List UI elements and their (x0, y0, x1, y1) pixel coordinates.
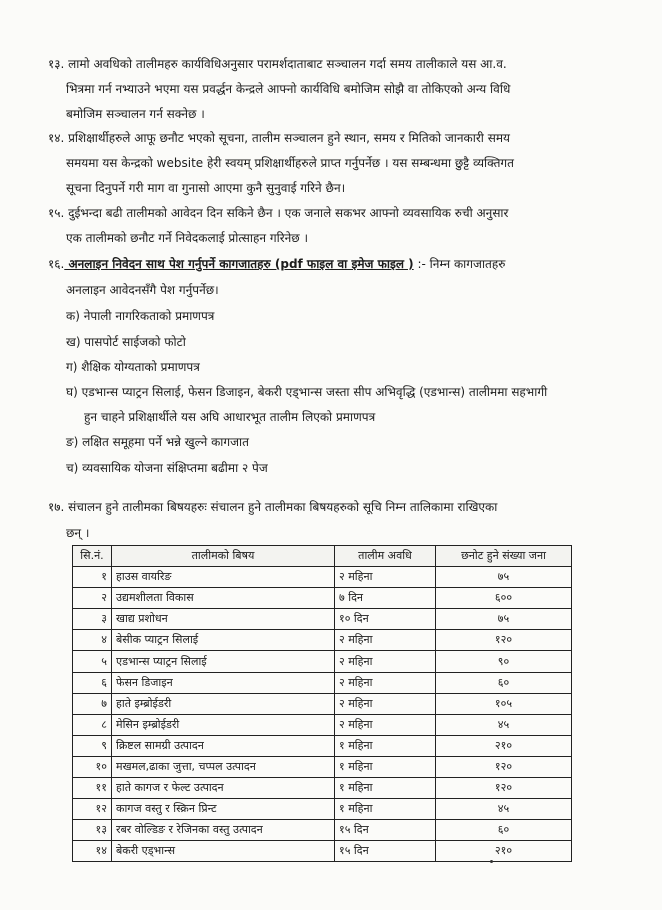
cell-subject: रबर वोल्डिङ र रेजिनका वस्तु उत्पादन (112, 820, 335, 841)
table-row (73, 778, 572, 799)
cell-duration: १० दिन (335, 609, 436, 630)
table-row (73, 651, 572, 672)
cell-sn: १ (73, 567, 112, 588)
para-16-tail: :- निम्न कागजातहरु (413, 257, 506, 271)
cell-count: २१० (436, 841, 572, 862)
cell-subject: बेकरी एड्भान्स (112, 841, 335, 862)
table-row (73, 841, 572, 862)
cell-sn: ७ (73, 693, 112, 714)
cell-count: १०५ (436, 693, 572, 714)
cell-sn: २ (73, 588, 112, 609)
para-13-line-3: बमोजिम सञ्चालन गर्न सक्नेछ । (66, 107, 205, 121)
doc-item-cha: च) व्यवसायिक योजना संक्षिप्तमा बढीमा २ पेज (66, 461, 268, 475)
cell-sn: ११ (73, 778, 112, 799)
table-row (73, 735, 572, 756)
cell-count: ६० (436, 672, 572, 693)
para-13-line-1: १३. लामो अवधिको तालीमहरु कार्यविधिअनुसार परामर्शदाताबाट सञ्चालन गर्दा समय तालीकाले यस आ.व. (48, 57, 507, 71)
para-13-line-2: भित्रमा गर्न नभ्याउने भएमा यस प्रवर्द्धन केन्द्रले आफ्नो कार्यविधि बमोजिम सोझै वा तोकिएको अन्य विधि (66, 82, 511, 96)
table-row (73, 567, 572, 588)
doc-item-gha-cont: हुन चाहने प्रशिक्षार्थीले यस अघि आधारभूत तालीम लिएको प्रमाणपत्र (84, 410, 376, 424)
para-14-line-3: सूचना दिनुपर्ने गरी माग वा गुनासो आएमा कुनै सुनुवाई गरिने छैन। (66, 181, 346, 195)
training-table (72, 545, 572, 862)
table-header-row (73, 546, 572, 567)
header-duration: तालीम अवधि (335, 546, 436, 567)
cell-sn: १२ (73, 799, 112, 820)
cell-count: ६०० (436, 588, 572, 609)
table-row (73, 693, 572, 714)
cell-subject: मखमल,ढाका जुत्ता, चप्पल उत्पादन (112, 756, 335, 777)
cell-duration: २ महिना (335, 693, 436, 714)
cell-sn: १३ (73, 820, 112, 841)
cell-count: ४५ (436, 714, 572, 735)
table-row (73, 609, 572, 630)
cell-subject: हाउस वायरिङ (112, 567, 335, 588)
cell-duration: २ महिना (335, 567, 436, 588)
cell-count: ७५ (436, 609, 572, 630)
cell-count: २१० (436, 735, 572, 756)
cell-duration: १ महिना (335, 799, 436, 820)
cell-count: ४५ (436, 799, 572, 820)
cell-subject: एडभान्स प्याट्रन सिलाई (112, 651, 335, 672)
table-row (73, 756, 572, 777)
header-selected-count: छनोट हुने संख्या जना (436, 546, 572, 567)
cell-count: १२० (436, 778, 572, 799)
cell-duration: २ महिना (335, 630, 436, 651)
cell-duration: २ महिना (335, 672, 436, 693)
cell-sn: ४ (73, 630, 112, 651)
cell-duration: १५ दिन (335, 820, 436, 841)
para-15-line-2: एक तालीमको छनौट गर्ने निवेदकलाई प्रोत्साहन गरिनेछ । (66, 231, 309, 245)
para-16-line-2: अनलाइन आवेदनसँगै पेश गर्नुपर्नेछ। (66, 283, 219, 297)
cell-subject: हाते इम्ब्रोईडरी (112, 693, 335, 714)
cell-subject: बेसीक प्याट्रन सिलाई (112, 630, 335, 651)
cell-count: १२० (436, 756, 572, 777)
para-15-line-1: १५. दुईभन्दा बढी तालीमको आवेदन दिन सकिने छैन । एक जनाले सकभर आफ्नो व्यवसायिक रुची अनुसार (48, 206, 509, 220)
cell-duration: १ महिना (335, 756, 436, 777)
doc-item-ga: ग) शैक्षिक योग्यताको प्रमाणपत्र (66, 360, 200, 374)
cell-duration: ७ दिन (335, 588, 436, 609)
table-row (73, 588, 572, 609)
cell-count: ९० (436, 651, 572, 672)
cell-sn: १० (73, 756, 112, 777)
doc-item-kha: ख) पासपोर्ट साईजको फोटो (66, 335, 186, 349)
doc-item-nga: ङ) लक्षित समूहमा पर्ने भन्ने खुल्ने कागजात (66, 435, 250, 449)
header-subject: तालीमको बिषय (112, 546, 335, 567)
cell-sn: १४ (73, 841, 112, 862)
cell-count: ७५ (436, 567, 572, 588)
table-row (73, 799, 572, 820)
para-16-number: १६. (48, 257, 65, 271)
para-14-line-1: १४. प्रशिक्षार्थीहरुले आफू छनौट भएको सूचना, तालीम सञ्चालन हुने स्थान, समय र मितिको जानकारी समय (48, 131, 510, 145)
para-16-heading: अनलाइन निवेदन साथ पेश गर्नुपर्ने कागजातहरु (pdf फाइल वा इमेज फाइल ) (64, 257, 414, 271)
para-16-line-1 (48, 256, 505, 272)
cell-sn: ५ (73, 651, 112, 672)
cell-duration: १५ दिन (335, 841, 436, 862)
table-row (73, 672, 572, 693)
cell-duration: २ महिना (335, 714, 436, 735)
cell-sn: ६ (73, 672, 112, 693)
doc-item-ka: क) नेपाली नागरिकताको प्रमाणपत्र (66, 309, 215, 323)
cell-count: ६० (436, 820, 572, 841)
cell-duration: २ महिना (335, 651, 436, 672)
cell-count: १२० (436, 630, 572, 651)
cell-subject: फेसन डिजाइन (112, 672, 335, 693)
header-sn: सि.नं. (73, 546, 112, 567)
cell-sn: ८ (73, 714, 112, 735)
cell-sn: ३ (73, 609, 112, 630)
table-row (73, 820, 572, 841)
cell-subject: मेसिन इम्ब्रोईडरी (112, 714, 335, 735)
para-17-line-2: छन् । (66, 526, 90, 540)
cell-subject: कागज वस्तु र स्क्रिन प्रिन्ट (112, 799, 335, 820)
cell-sn: ९ (73, 735, 112, 756)
cell-subject: खाद्य प्रशोधन (112, 609, 335, 630)
stray-dot (490, 860, 493, 863)
cell-subject: उद्यमशीलता विकास (112, 588, 335, 609)
cell-duration: १ महिना (335, 778, 436, 799)
doc-item-gha: घ) एडभान्स प्याट्रन सिलाई, फेसन डिजाइन, बेकरी एड्भान्स जस्ता सीप अभिवृद्धि (एडभान्स) तालीममा सहभागी (66, 385, 548, 399)
cell-subject: हाते कागज र फेल्ट उत्पादन (112, 778, 335, 799)
table-body (73, 567, 572, 862)
cell-duration: १ महिना (335, 735, 436, 756)
para-14-line-2: समयमा यस केन्द्रको website हेरी स्वयम् प्रशिक्षार्थीहरुले प्राप्त गर्नुपर्नेछ । यस सम्बन्धमा छुट्टै व्यक्तिगत (66, 156, 515, 170)
table-row (73, 714, 572, 735)
para-17-line-1: १७. संचालन हुने तालीमका बिषयहरुः संचालन हुने तालीमका बिषयहरुको सूचि निम्न तालिकामा राखिएका (48, 500, 498, 514)
cell-subject: क्रिष्टल सामग्री उत्पादन (112, 735, 335, 756)
table-row (73, 630, 572, 651)
